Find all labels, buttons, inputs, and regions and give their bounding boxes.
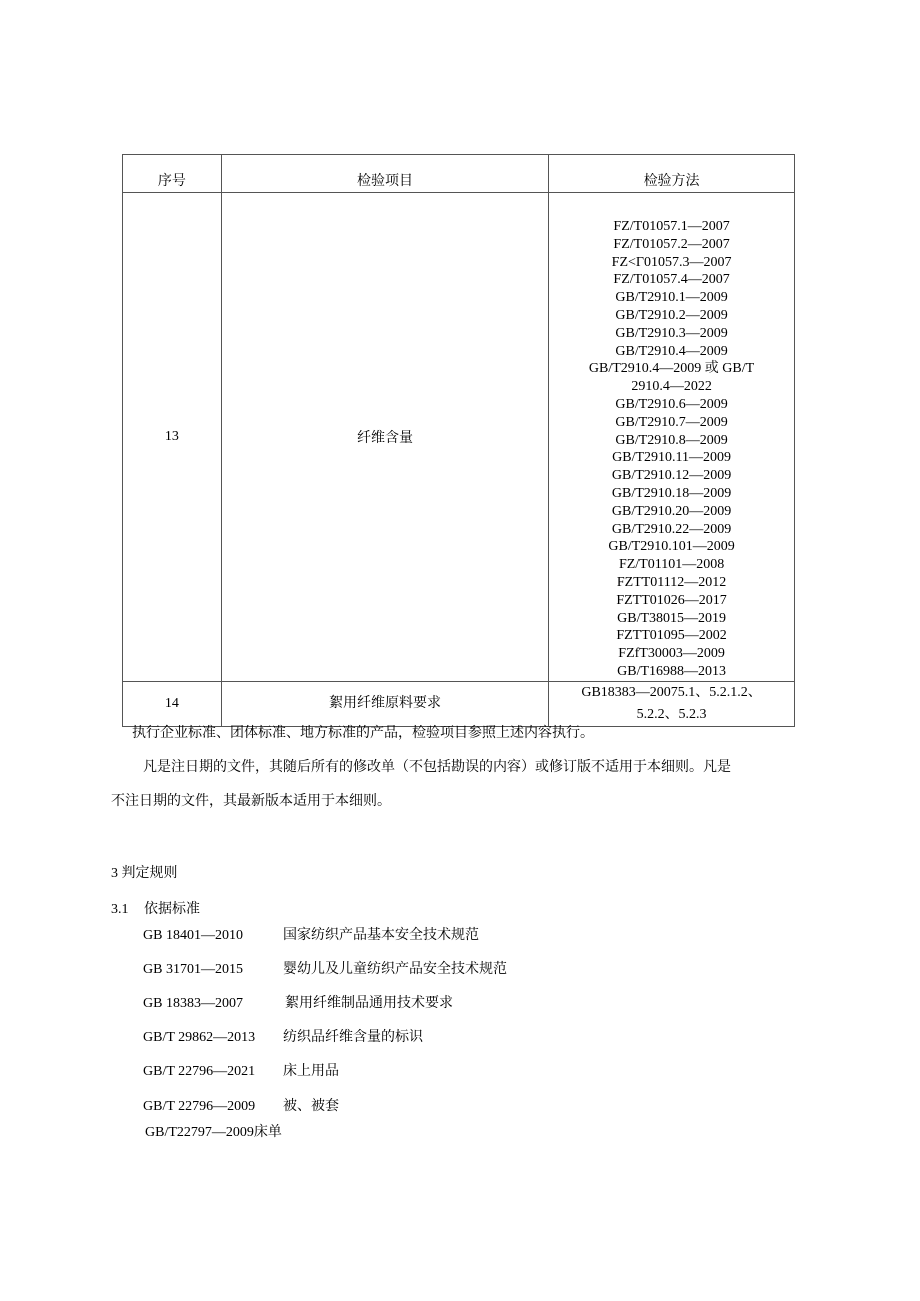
standard-code: GB 18383—2007	[143, 996, 243, 1011]
standard-item	[143, 1095, 339, 1115]
method-line: GB/T2910.1—2009	[615, 290, 728, 306]
method-line: FZ/T01057.4—2007	[613, 272, 730, 288]
method-line: GB/T2910.8—2009	[615, 432, 728, 448]
row-methods	[549, 193, 795, 682]
method-line: GB/T2910.7—2009	[615, 414, 728, 430]
standard-code: GB 31701—2015	[143, 962, 243, 977]
method-line: GB/T2910.20—2009	[611, 503, 732, 519]
row-serial: 13	[123, 193, 222, 682]
method-line: FZfT30003—2009	[618, 646, 725, 662]
method-line: GB/T2910.4—2009 或 GB/T	[588, 361, 755, 377]
table-row	[123, 681, 795, 726]
row-item: 纤维含量	[221, 193, 548, 682]
header-method: 检验方法	[549, 155, 795, 193]
standard-name: 纺织品纤维含量的标识	[283, 1030, 423, 1045]
standard-item	[143, 958, 507, 978]
method-line: FZTT01112—2012	[616, 574, 727, 590]
standard-item	[143, 1026, 423, 1046]
method-line: 2910.4—2022	[631, 379, 712, 395]
header-item: 检验项目	[221, 155, 548, 193]
standard-item	[143, 1060, 339, 1080]
header-serial: 序号	[123, 155, 222, 193]
inspection-table	[122, 154, 795, 727]
method-line: GB/T2910.11—2009	[612, 450, 731, 466]
note-line-1: 执行企业标准、团体标准、地方标准的产品，检验项目参照上述内容执行。	[132, 726, 594, 741]
subsection-number: 3.1	[111, 902, 129, 917]
row-item: 絮用纤维原料要求	[221, 681, 548, 726]
standard-code: GB/T 22796—2009	[143, 1099, 256, 1114]
method-line: 5.2.2、5.2.3	[636, 706, 707, 722]
method-line: FZTT01095—2002	[616, 628, 727, 644]
standard-name: 床上用品	[283, 1064, 339, 1079]
note-line-3: 不注日期的文件，其最新版本适用于本细则。	[111, 794, 391, 809]
subsection-label: 依据标准	[144, 902, 200, 917]
standard-item	[145, 1121, 282, 1141]
standard-name: 被、被套	[283, 1099, 339, 1114]
row-serial: 14	[123, 681, 222, 726]
standard-code: GB/T22797—2009	[145, 1125, 254, 1140]
method-line: GB/T2910.22—2009	[611, 521, 732, 537]
table-row	[123, 193, 795, 682]
method-line: GB/T38015—2019	[617, 610, 727, 626]
method-line: FZ/T01057.2—2007	[613, 236, 730, 252]
standard-code: GB 18401—2010	[143, 928, 243, 943]
method-line: GB/T2910.12—2009	[611, 468, 732, 484]
standard-code: GB/T 29862—2013	[143, 1030, 256, 1045]
row-methods	[549, 681, 795, 726]
method-line: GB/T2910.18—2009	[611, 485, 732, 501]
method-line: GB/T16988—2013	[617, 663, 727, 679]
method-line: FZTT01026—2017	[616, 592, 727, 608]
standard-code: GB/T 22796—2021	[143, 1064, 256, 1079]
method-line: GB/T2910.2—2009	[615, 307, 728, 323]
section-title: 3 判定规则	[111, 866, 178, 881]
standard-item	[143, 924, 479, 944]
standard-name: 床单	[253, 1125, 282, 1140]
method-line: FZ<Γ01057.3—2007	[611, 254, 732, 270]
method-line: GB/T2910.6—2009	[615, 396, 728, 412]
standard-name: 婴幼儿及儿童纺织产品安全技术规范	[283, 962, 507, 977]
standard-name: 絮用纤维制品通用技术要求	[285, 996, 453, 1011]
subsection-title	[111, 898, 200, 918]
method-list	[549, 193, 794, 681]
method-line: GB/T2910.4—2009	[615, 343, 728, 359]
method-line: GB/T2910.101—2009	[608, 539, 735, 555]
table-header-row	[123, 155, 795, 193]
standard-name: 国家纺织产品基本安全技术规范	[283, 928, 479, 943]
standard-item	[143, 992, 453, 1012]
note-line-2: 凡是注日期的文件，其随后所有的修改单（不包括勘误的内容）或修订版不适用于本细则。凡是	[143, 760, 731, 775]
method-line: FZ/T01101—2008	[618, 557, 725, 573]
method-line: GB18383—20075.1、5.2.1.2、	[581, 684, 762, 700]
method-line: FZ/T01057.1—2007	[613, 219, 730, 234]
method-line: GB/T2910.3—2009	[615, 325, 728, 341]
